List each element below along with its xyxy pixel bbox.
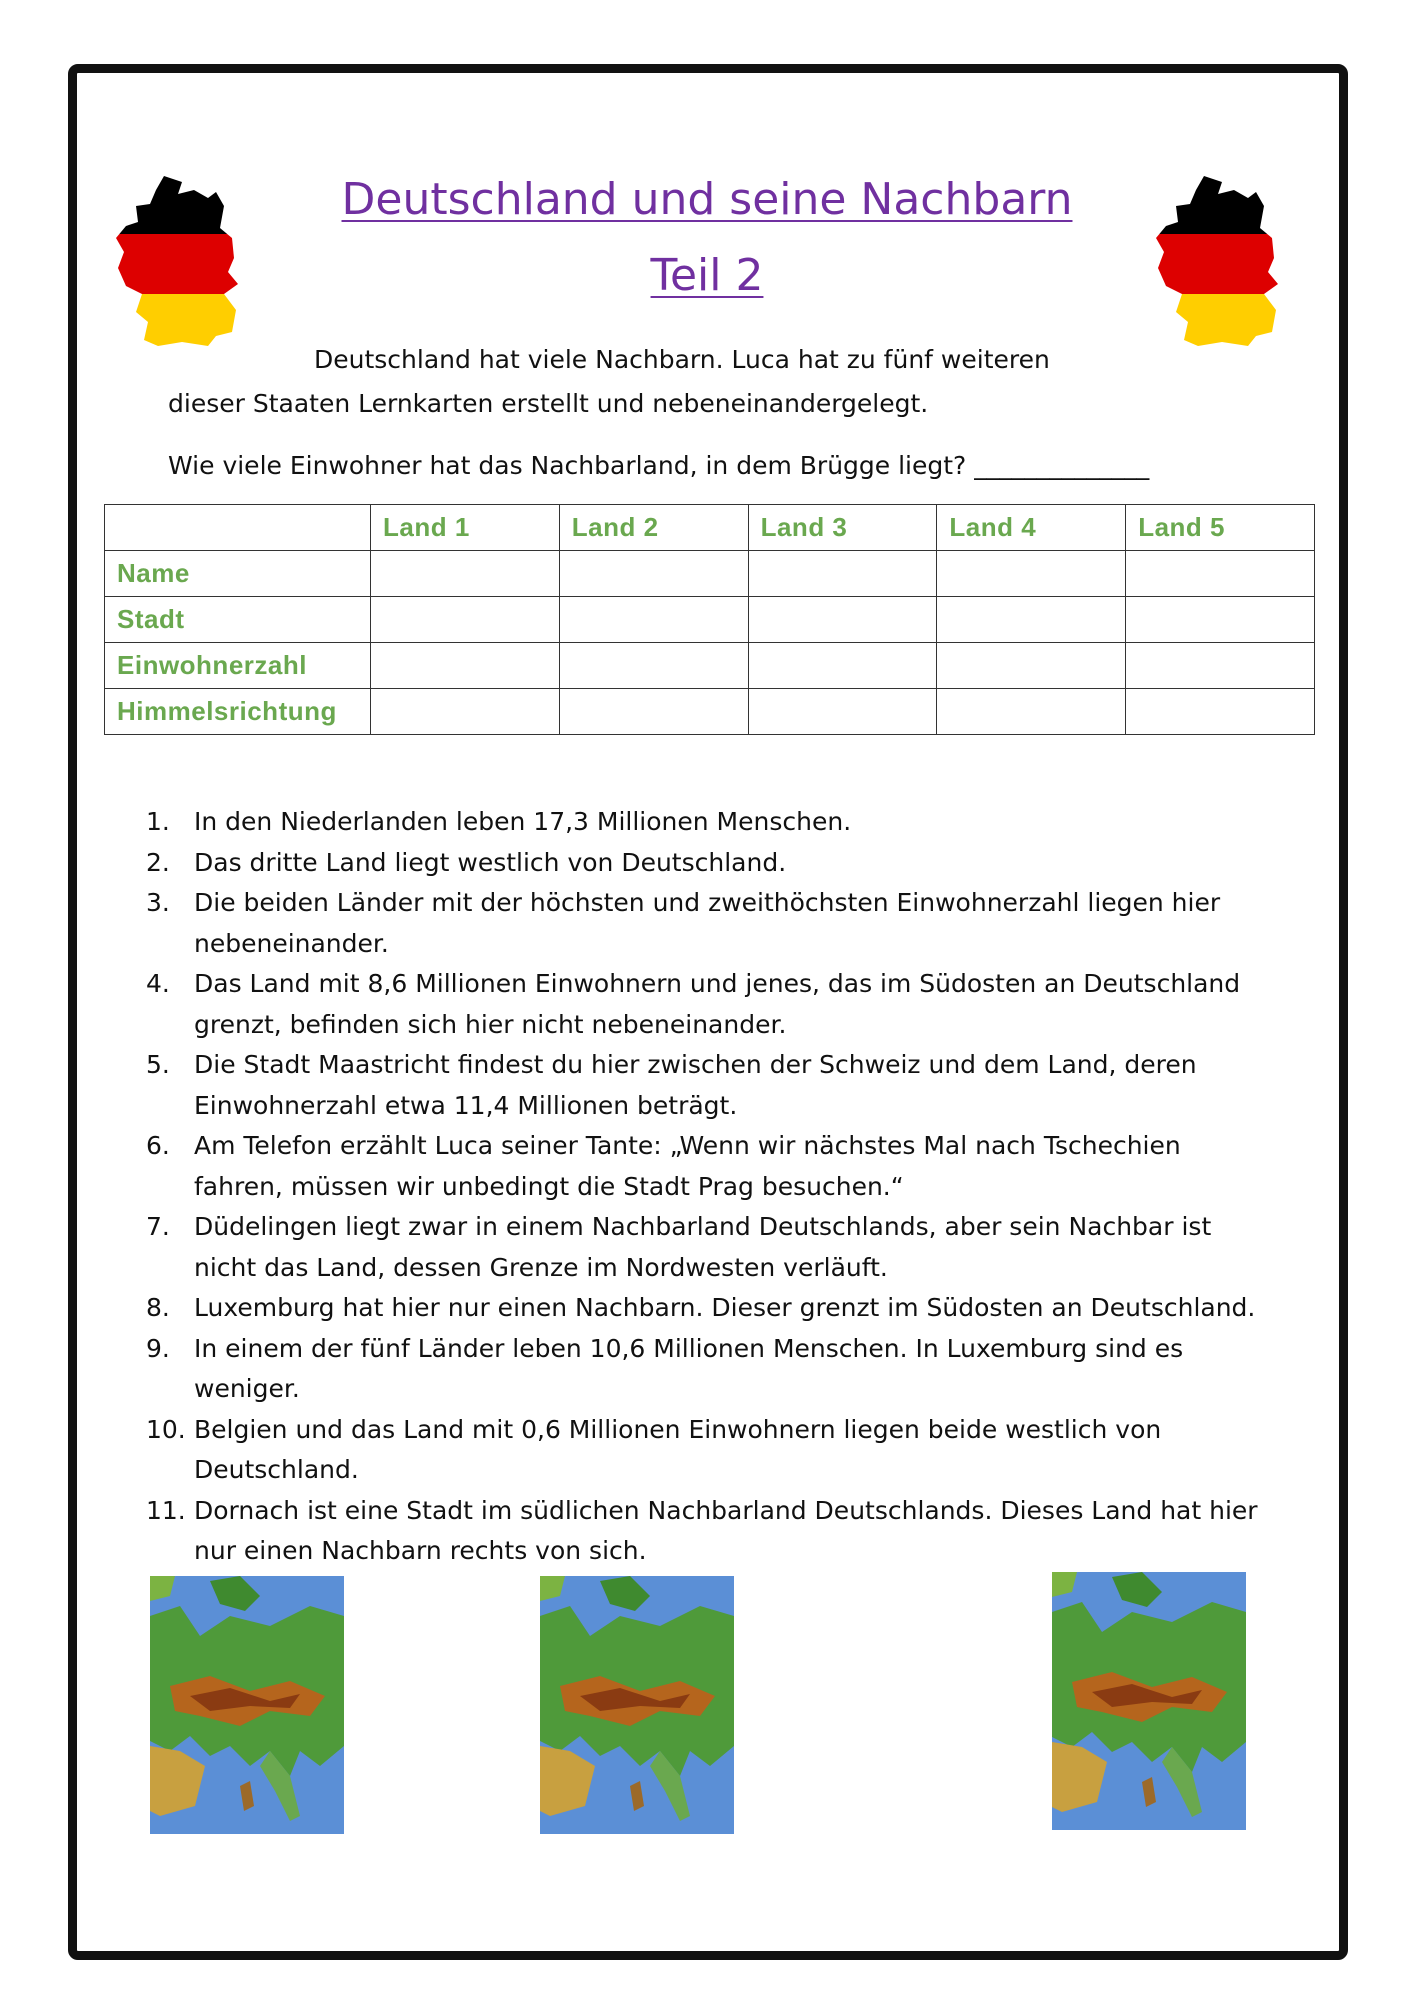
answer-cell[interactable] [937,643,1126,689]
clue-text: Belgien und das Land mit 0,6 Millionen Einwohnern liegen beide westlich von Deutschland. [194,1414,1162,1484]
question-text: Wie viele Einwohner hat das Nachbarland, in dem Brügge liegt? ______________ [168,451,1150,480]
clue-text: Dornach ist eine Stadt im südlichen Nachbarland Deutschlands. Dieses Land hat hier nur einen Nachbarn rechts von sich. [194,1495,1258,1565]
table-row [105,689,1315,735]
table-header-row [105,505,1315,551]
answer-table [104,504,1315,735]
answer-cell[interactable] [371,643,560,689]
list-item [146,1329,1276,1410]
answer-cell[interactable] [1126,551,1315,597]
list-item [146,883,1276,964]
clue-text: Das dritte Land liegt westlich von Deutschland. [194,847,787,877]
answer-cell[interactable] [748,597,937,643]
list-item [146,802,1276,843]
row-header: Name [105,551,371,597]
clue-number: 6. [146,1131,170,1160]
clue-number: 1. [146,807,170,836]
clue-text: In einem der fünf Länder leben 10,6 Millionen Menschen. In Luxemburg sind es weniger. [194,1333,1184,1403]
answer-cell[interactable] [748,643,937,689]
intro-text: Deutschland hat viele Nachbarn. Luca hat zu fünf weiteren dieser Staaten Lernkarten erstellt und nebeneinandergelegt. [168,345,1050,418]
answer-cell[interactable] [559,551,748,597]
row-header: Himmelsrichtung [105,689,371,735]
clue-number: 11. [146,1495,186,1525]
answer-cell[interactable] [1126,689,1315,735]
europe-relief-map-icon [1052,1572,1246,1830]
column-header: Land 5 [1126,505,1315,551]
row-header: Einwohnerzahl [105,643,371,689]
clue-number: 8. [146,1293,170,1322]
clue-number: 9. [146,1333,170,1363]
answer-cell[interactable] [1126,597,1315,643]
list-item [146,1410,1276,1491]
answer-cell[interactable] [371,551,560,597]
answer-cell[interactable] [937,551,1126,597]
table-row [105,643,1315,689]
column-header: Land 4 [937,505,1126,551]
row-header: Stadt [105,597,371,643]
column-header: Land 1 [371,505,560,551]
list-item [146,1126,1276,1207]
table-row [105,597,1315,643]
answer-cell[interactable] [559,689,748,735]
clue-number: 10. [146,1414,186,1444]
answer-cell[interactable] [559,643,748,689]
answer-cell[interactable] [559,597,748,643]
table-corner-cell [105,505,371,551]
page-title: Deutschland und seine Nachbarn [341,174,1073,225]
answer-cell[interactable] [1126,643,1315,689]
europe-relief-map-icon [540,1576,734,1834]
list-item [146,1045,1276,1126]
clue-text: Luxemburg hat hier nur einen Nachbarn. Dieser grenzt im Südosten an Deutschland. [194,1293,1256,1322]
clue-text: Düdelingen liegt zwar in einem Nachbarland Deutschlands, aber sein Nachbar ist nicht das Land, dessen Grenze im Nordwesten verläuft. [194,1212,1212,1282]
list-item [146,964,1276,1045]
answer-cell[interactable] [371,597,560,643]
list-item [146,843,1276,884]
answer-cell[interactable] [937,597,1126,643]
clue-text: Am Telefon erzählt Luca seiner Tante: „Wenn wir nächstes Mal nach Tschechien fahren, müssen wir unbedingt die Stadt Prag besuchen.“ [194,1131,1181,1201]
clue-number: 2. [146,847,170,877]
clue-text: Das Land mit 8,6 Millionen Einwohnern und jenes, das im Südosten an Deutschland grenzt, befinden sich hier nicht nebeneinander. [194,969,1241,1039]
column-header: Land 2 [559,505,748,551]
column-header: Land 3 [748,505,937,551]
answer-cell[interactable] [937,689,1126,735]
clue-number: 4. [146,969,170,998]
clue-text: Die beiden Länder mit der höchsten und zweithöchsten Einwohnerzahl liegen hier nebeneinander. [194,888,1221,958]
clue-text: Die Stadt Maastricht findest du hier zwischen der Schweiz und dem Land, deren Einwohnerzahl etwa 11,4 Millionen beträgt. [194,1050,1197,1120]
clue-number: 3. [146,888,170,917]
europe-relief-map-icon [150,1576,344,1834]
table-row [105,551,1315,597]
clue-number: 5. [146,1050,170,1079]
list-item [146,1491,1276,1572]
list-item [146,1207,1276,1288]
answer-cell[interactable] [371,689,560,735]
answer-cell[interactable] [748,689,937,735]
list-item [146,1288,1276,1329]
clue-number: 7. [146,1212,170,1241]
clue-text: In den Niederlanden leben 17,3 Millionen Menschen. [194,807,852,836]
clue-list [146,802,1276,1572]
answer-cell[interactable] [748,551,937,597]
page-subtitle: Teil 2 [650,250,764,301]
